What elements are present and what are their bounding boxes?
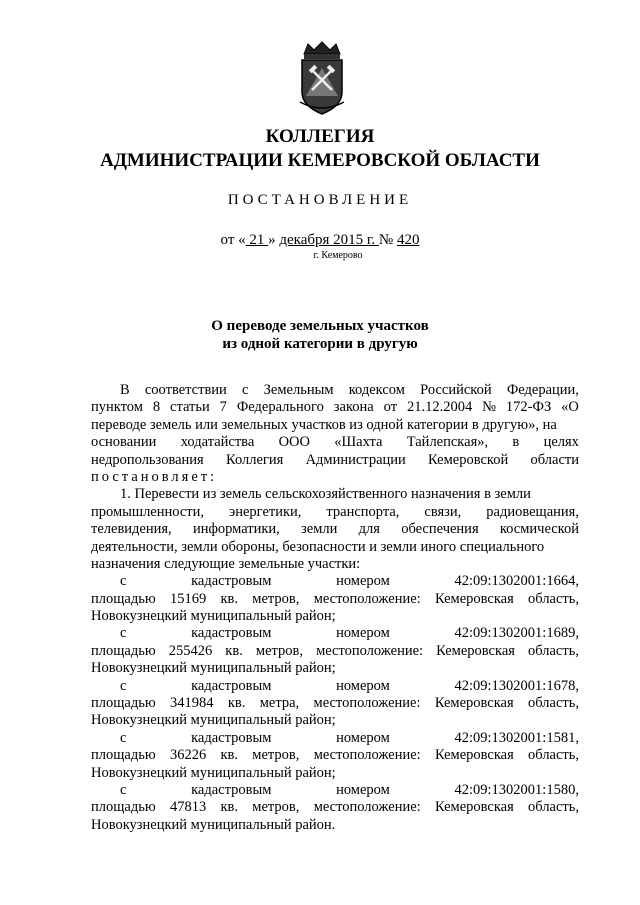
body-word: Кемеровская: [436, 642, 515, 659]
body-word: площадью: [91, 642, 156, 659]
body-word: обеспечения: [401, 521, 479, 538]
body-line: [91, 504, 579, 521]
body-word: номером: [336, 781, 390, 798]
body-word: Новокузнецкий муниципальный район.: [91, 816, 336, 833]
body-word: область,: [528, 799, 579, 816]
body-word: 42:09:1302001:1689,: [454, 625, 579, 642]
body-word: телевидения,: [91, 521, 172, 538]
body-word: область,: [528, 747, 579, 764]
body-word: ООО: [278, 434, 310, 451]
body-line: [91, 643, 579, 660]
body-word: Кемеровская: [434, 747, 514, 764]
body-word: 42:09:1302001:1580,: [454, 781, 579, 798]
body-word: кадастровым: [191, 625, 272, 642]
body-word: Тайлепская»,: [406, 434, 489, 451]
document-body: [91, 382, 579, 834]
body-word: площадью: [91, 590, 156, 607]
body-word: метров,: [252, 747, 300, 764]
body-word: недропользования: [91, 451, 204, 468]
body-word: Новокузнецкий муниципальный район;: [91, 712, 336, 729]
body-word: статьи: [170, 399, 210, 416]
body-line: [91, 625, 579, 642]
body-word: местоположение:: [313, 695, 421, 712]
body-line: [91, 452, 579, 469]
body-line: [91, 434, 579, 451]
body-line: [91, 660, 579, 677]
body-word: площадью: [91, 747, 156, 764]
body-word: космической: [499, 521, 579, 538]
body-word: кодексом: [348, 382, 405, 398]
body-word: метров,: [252, 799, 300, 816]
body-word: земли: [301, 521, 338, 538]
body-word: Новокузнецкий муниципальный район;: [91, 608, 336, 625]
date-number-line: [0, 232, 640, 249]
body-line: [91, 573, 579, 590]
body-word: 8: [152, 399, 161, 416]
body-word: 21.12.2004: [406, 399, 473, 416]
body-word: 42:09:1302001:1664,: [454, 573, 579, 590]
resolution-title-line2: из одной категории в другую: [222, 336, 418, 352]
body-word: В: [120, 382, 130, 398]
body-word: местоположение:: [316, 642, 424, 659]
org-title-line1: КОЛЛЕГИЯ: [265, 126, 375, 147]
body-line: [91, 747, 579, 764]
body-word: Новокузнецкий муниципальный район;: [91, 764, 336, 781]
body-word: основании: [91, 434, 157, 451]
body-word: пунктом: [91, 399, 143, 416]
body-word: номером: [336, 625, 390, 642]
body-word: область,: [528, 590, 579, 607]
body-line: [91, 712, 579, 729]
body-word: местоположение:: [313, 747, 421, 764]
body-word: 47813: [169, 799, 207, 816]
body-word: Кемеровская: [434, 590, 514, 607]
body-word: кв.: [220, 747, 239, 764]
body-word: закона: [333, 399, 374, 416]
body-line: [91, 382, 579, 399]
body-line: [91, 730, 579, 747]
body-word: целях: [543, 434, 579, 451]
body-word: постановляет:: [91, 468, 218, 485]
city: г. Кемерово: [313, 250, 363, 261]
body-line: [91, 782, 579, 799]
body-word: Новокузнецкий муниципальный район;: [91, 660, 336, 677]
body-word: Федерального: [236, 399, 324, 416]
body-word: 15169: [169, 590, 207, 607]
body-line: [91, 556, 579, 573]
body-word: кв.: [227, 695, 246, 712]
body-word: области: [530, 451, 579, 468]
body-line: [91, 399, 579, 416]
coat-of-arms-emblem: [294, 40, 350, 118]
body-line: [91, 486, 579, 503]
body-word: кв.: [225, 642, 243, 659]
body-word: с: [120, 573, 127, 590]
body-word: 42:09:1302001:1678,: [454, 677, 579, 694]
body-line: [91, 521, 579, 538]
body-line: [91, 799, 579, 816]
body-word: 255426: [168, 642, 213, 659]
body-word: с: [120, 625, 127, 642]
body-word: «Шахта: [334, 434, 383, 451]
body-word: площадью: [91, 799, 156, 816]
body-word: 7: [219, 399, 227, 416]
body-word: номером: [336, 729, 390, 746]
number-sign: №: [378, 232, 397, 248]
body-word: энергетики,: [229, 503, 302, 520]
body-word: номером: [336, 677, 390, 694]
date-prefix: от «: [220, 232, 246, 248]
body-word: промышленности,: [91, 503, 205, 520]
body-word: Федерации,: [506, 382, 579, 398]
body-word: переводе земель или земельных участков из одной категории в другую», на: [91, 416, 557, 433]
body-word: деятельности, земли обороны, безопасности и земли иного специального: [91, 538, 545, 555]
body-word: местоположение:: [313, 590, 421, 607]
body-word: кадастровым: [191, 729, 272, 746]
body-word: Коллегия: [226, 451, 284, 468]
body-word: кадастровым: [191, 573, 272, 590]
body-line: [91, 469, 579, 486]
body-word: кадастровым: [191, 781, 272, 798]
body-word: с: [120, 677, 127, 694]
body-line: [91, 417, 579, 434]
body-word: связи,: [424, 503, 462, 520]
body-word: с: [120, 729, 127, 746]
body-line: [91, 591, 579, 608]
body-word: Администрации: [305, 451, 406, 468]
body-word: Кемеровской: [428, 451, 509, 468]
body-word: 172-ФЗ: [505, 399, 552, 416]
body-word: 1. Перевести из земель сельскохозяйственного назначения в земли: [120, 486, 531, 503]
body-word: радиовещания,: [486, 503, 579, 520]
body-word: область,: [528, 695, 579, 712]
body-word: 341984: [170, 695, 214, 712]
body-word: 42:09:1302001:1581,: [454, 729, 579, 746]
body-word: метра,: [259, 695, 300, 712]
org-title-line2: АДМИНИСТРАЦИИ КЕМЕРОВСКОЙ ОБЛАСТИ: [100, 150, 540, 171]
body-word: Кемеровская: [434, 799, 514, 816]
body-word: информатики,: [192, 521, 280, 538]
body-word: Кемеровская: [434, 695, 514, 712]
body-word: ходатайства: [180, 434, 255, 451]
body-line: [91, 539, 579, 556]
body-line: [91, 678, 579, 695]
body-word: Российской: [420, 382, 492, 398]
body-word: кадастровым: [191, 677, 272, 694]
body-word: для: [358, 521, 380, 538]
body-word: кв.: [220, 799, 239, 816]
date-month-year: декабря 2015 г.: [279, 232, 379, 248]
resolution-title-line1: О переводе земельных участков: [211, 318, 429, 334]
body-line: [91, 817, 579, 834]
body-word: от: [383, 399, 398, 416]
document-number: 420: [396, 232, 420, 248]
date-day: 21: [245, 232, 269, 248]
body-word: с: [120, 781, 127, 798]
body-word: область,: [527, 642, 579, 659]
body-line: [91, 608, 579, 625]
body-line: [91, 695, 579, 712]
body-word: метров,: [255, 642, 303, 659]
body-word: площадью: [91, 695, 156, 712]
body-word: соответствии: [144, 382, 227, 398]
body-word: №: [482, 399, 496, 416]
body-word: Земельным: [263, 382, 334, 398]
date-mid: »: [268, 232, 280, 248]
body-word: метров,: [252, 590, 300, 607]
body-word: кв.: [220, 590, 239, 607]
body-word: «О: [561, 399, 579, 416]
body-word: в: [512, 434, 520, 451]
body-word: номером: [336, 573, 390, 590]
body-word: местоположение:: [313, 799, 421, 816]
body-word: 36226: [169, 747, 207, 764]
body-word: транспорта,: [326, 503, 400, 520]
body-word: назначения следующие земельные участки:: [91, 555, 361, 572]
document-type: ПОСТАНОВЛЕНИЕ: [227, 192, 413, 208]
body-word: с: [242, 382, 249, 398]
body-line: [91, 765, 579, 782]
